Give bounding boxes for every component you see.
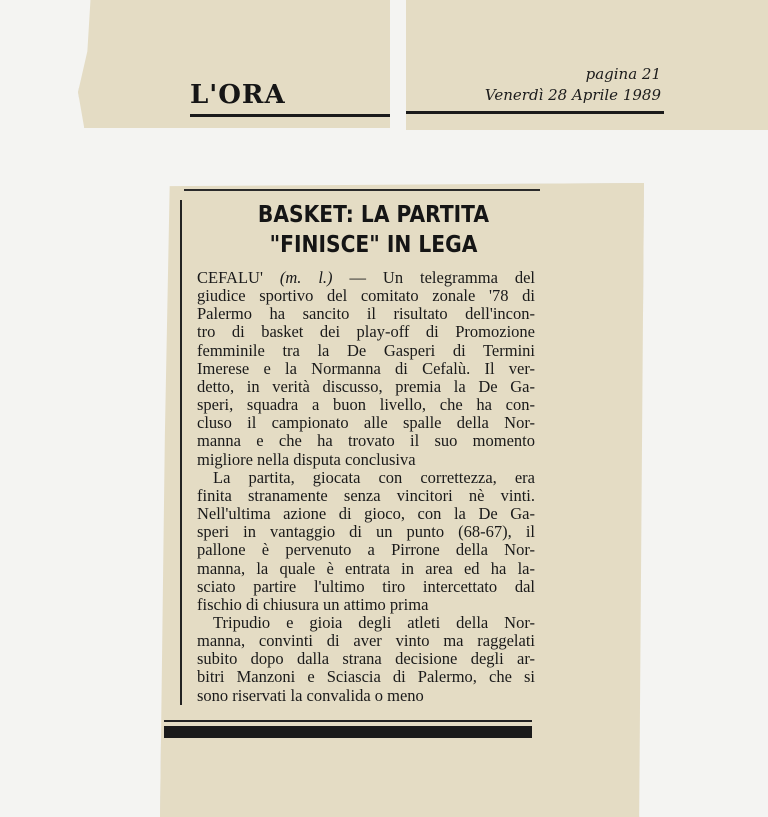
article-top-rule	[184, 189, 540, 191]
text-line: La partita, giocata con correttezza, era	[213, 467, 535, 487]
byline-place: CEFALU'	[197, 268, 263, 287]
page-number: pagina 21	[585, 65, 661, 83]
article-headline	[217, 200, 529, 260]
text-line: detto, in verità discusso, premia la De Ga-	[197, 376, 535, 396]
newspaper-logo: L'ORA	[190, 80, 286, 110]
text-line: fischio di chiusura un attimo prima	[197, 594, 429, 614]
byline-author: (m. l.)	[279, 268, 333, 287]
text-line: sciato partire l'ultimo tiro intercettato dal	[197, 576, 535, 596]
article-side-rule	[180, 200, 182, 705]
headline-line-1: BASKET: LA PARTITA	[257, 202, 490, 228]
text-line: speri, squadra a buon livello, che ha con-	[197, 395, 535, 415]
lead-text: — Un telegramma del	[332, 268, 535, 287]
text-line: manna, la quale è entrata in area ed ha la-	[197, 558, 535, 578]
issue-date: Venerdì 28 Aprile 1989	[484, 86, 661, 104]
text-line: Palermo ha sancito il risultato dell'incon-	[197, 304, 535, 324]
text-line: tro di basket dei play-off di Promozione	[197, 322, 535, 342]
text-line: manna e che ha trovato il suo momento	[197, 431, 535, 451]
article-body	[197, 269, 535, 705]
text-line: Imerese e la Normanna di Cefalù. Il ver-	[197, 358, 535, 378]
text-line: femminile tra la De Gasperi di Termini	[197, 340, 535, 360]
text-line: subito dopo dalla strana decisione degli ar-	[197, 649, 535, 669]
text-line: Tripudio e gioia degli atleti della Nor-	[213, 612, 535, 632]
text-line: manna, convinti di aver vinto ma raggelati	[197, 631, 535, 651]
text-line: migliore nella disputa conclusiva	[197, 449, 416, 469]
text-line: speri in vantaggio di un punto (68-67), il	[197, 522, 535, 542]
text-line: finita stranamente senza vincitori nè vinti.	[197, 485, 535, 505]
masthead-rule-left	[190, 114, 390, 117]
headline-line-2: "FINISCE" IN LEGA	[269, 232, 478, 258]
text-line: pallone è pervenuto a Pirrone della Nor-	[197, 540, 535, 560]
article-first-line	[197, 269, 535, 287]
text-line: Nell'ultima azione di gioco, con la De Ga-	[197, 504, 535, 524]
text-line: giudice sportivo del comitato zonale '78 di	[197, 286, 535, 306]
masthead-rule-right	[406, 111, 664, 114]
article-bottom-rule-thick	[164, 726, 532, 738]
text-line: sono riservati la convalida o meno	[197, 685, 424, 705]
text-line: bitri Manzoni e Sciascia di Palermo, che si	[197, 667, 535, 687]
text-line: cluso il campionato alle spalle della Nor-	[197, 413, 535, 433]
article-bottom-rule-thin	[164, 720, 532, 722]
